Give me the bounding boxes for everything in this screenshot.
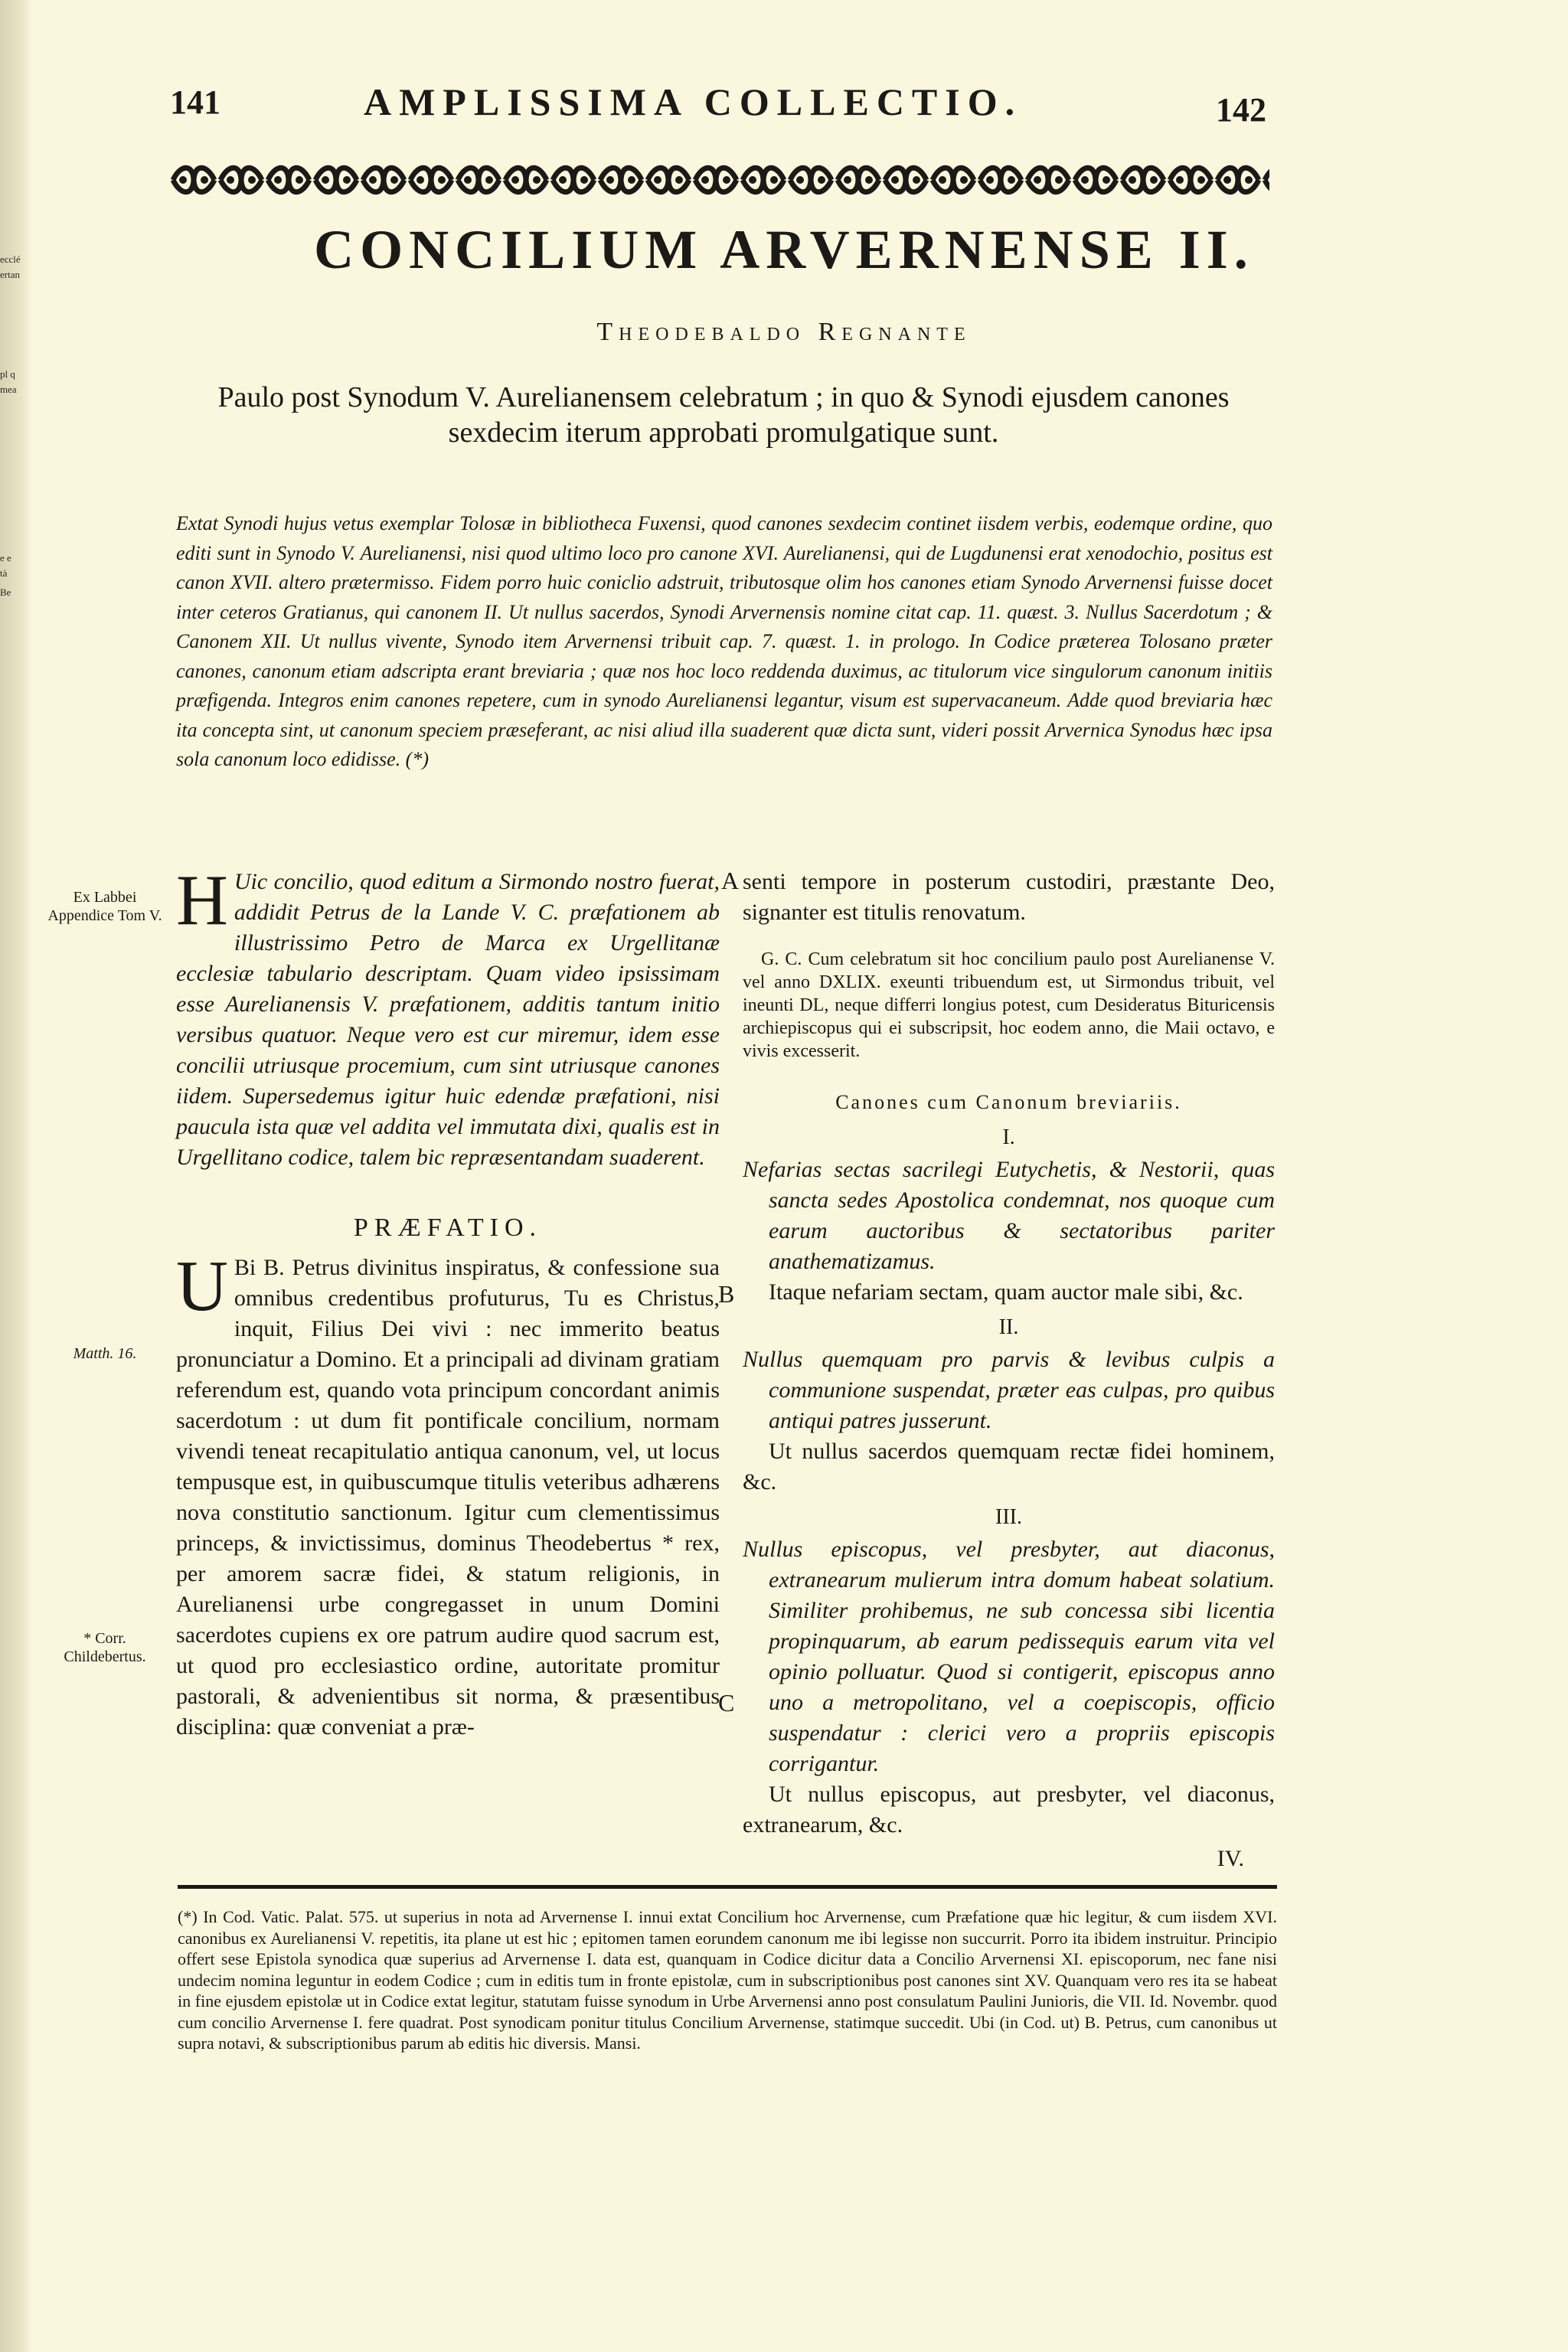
preface-text — [176, 1246, 720, 1743]
edge-fragment: mea — [0, 384, 17, 395]
left-column — [176, 861, 720, 1743]
canon-number: II. — [998, 1315, 1019, 1339]
margin-note-labbei: Ex Labbei Appendice Tom V. — [47, 889, 162, 924]
side-letter-c: C — [718, 1689, 735, 1717]
edge-fragment: ecclé — [0, 253, 21, 265]
side-letter-a: A — [721, 867, 740, 894]
edge-fragment: Be — [0, 586, 11, 598]
canon-number: IV. — [1217, 1846, 1244, 1871]
canon-text: Itaque nefariam sectam, quam auctor male sibi, &c. — [769, 1279, 1243, 1305]
edge-fragment: pl q — [0, 368, 15, 380]
canon-number: I. — [1002, 1125, 1015, 1149]
paragraph-text: Uic concilio, quod editum a Sirmondo nostro fuerat, addidit Petrus de la Lande V. C. præfationem ab illustrissimo Petro de Marca ex Urgellitanæ ecclesiæ tabulario descriptam. Quam video ipsissimam esse Aurelianensis V. præfationem, additis tantum initio versibus quatuor. Neque vero est cur miremur, idem esse concilii utriusque procemium, cum sint utriusque canones iidem. Supersedemus igitur huic edendæ præfationi, nisi paucula ista quæ vel addita vel immutata dixi, qualis est in Urgellitano codice, talem bic repræsentandam suaderent. — [176, 869, 720, 1170]
canon-breviary: Nullus episcopus, vel presbyter, aut diaconus, extranearum mulierum intra domum habeat solatium. Similiter prohibemus, ne sub concessa sibi licentia propinquarum, ab earum pedissequis earum vita vel opinio polluatur. Quod si contigerit, episcopus anno uno a metropolitano, vel a coepiscopis, officio suspendatur : clerici vero a propriis episcopis corrigantur. — [743, 1537, 1275, 1776]
preface-note — [176, 861, 720, 1173]
margin-note-matthew: Matth. 16. — [73, 1345, 137, 1362]
edge-fragment: e e — [0, 552, 11, 564]
side-letter-b: B — [718, 1280, 735, 1308]
footnote-rule — [178, 1885, 1277, 1889]
section-heading: PRÆFATIO. — [353, 1214, 543, 1242]
right-column — [743, 867, 1275, 1874]
canon-number: III. — [995, 1505, 1022, 1529]
page-number-right: 142 — [1216, 91, 1266, 129]
paragraph-text: senti tempore in posterum custodiri, præstante Deo, signanter est titulis renovatum. — [743, 869, 1275, 925]
paragraph-text: Bi B. Petrus divinitus inspiratus, & confessione sua omnibus credentibus profuturus, Tu es Christus, inquit, Filius Dei vivi : nec immerito beatus pronunciatur a Domino. Et a principali ad divinam gratiam referendum est, quando vota principum concordant animis sacerdotum : ut dum fit pontificale concilium, normam vivendi teneat recapitulatio antiqua canonum, vel, ut locus tempusque est, in quibuscumque titulis veteribus adhærens nova constitutio sanctionum. Igitur cum clementissimus princeps, & invictissimus, dominus Theodebertus * rex, per amorem sacræ fidei, & statum religionis, in Aurelianensi urbe congregasset in unum Domini sacerdotes cupiens ex ore patrum audire quod sacrum est, ut quod pro ecclesiastico ordine, autoritate promitur pastorali, & advenientibus sit norma, & præsentibus disciplina: quæ conveniat a præ- — [176, 1255, 720, 1740]
canon-breviary: Nefarias sectas sacrilegi Eutychetis, & Nestorii, quas sancta sedes Apostolica condemnat, nos quoque cum earum auctoribus & sectatoribus pariter anathematizamus. — [743, 1157, 1275, 1274]
footnote: (*) In Cod. Vatic. Palat. 575. ut superius in nota ad Arvernense I. innui extat Concilium hoc Arvernense, cum Præfatione quæ hic legitur, & cum iisdem XVI. canonibus ex Aurelianensi V. repetitis, ita plane ut est hic ; epitomen tamen eorundem canonum me ibi legisse non succurrit. Porro ita ibidem instruitur. Principio offert sese Epistola synodica quæ superius ad Arvernense I. data est, quanquam in Codice dicitur data a Concilio Arvernensi XI. episcoporum, nec fane nisi undecim nomina leguntur in eodem Codice ; cum in editis tum in fronte epistolæ, cum in subscriptionibus post canones sint XV. Quanquam vero res ita se habeat in fine ejusdem epistolæ ut in Codice extat legitur, statutam fuisse synodum in Urbe Arvernensi anno post consulatum Paulini Junioris, die VII. Id. Novembr. quod cum concilio Arvernense I. fere quadrat. Post synodicam ponitur titulus Concilium Arvernense, statimque succedit. Ubi (in Cod. ut) B. Petrus, cum canonibus ut supra notavi, & subscriptionibus parum ab editis hic diversis. Mansi. — [178, 1907, 1277, 2053]
editor-note: G. C. Cum celebratum sit hoc concilium paulo post Aurelianense V. vel anno DXLIX. exeunti tribuendum est, ut Sirmondus tribuit, vel ineunti DL, neque differri longius potest, cum Desideratus Bituricensis archiepiscopus qui ei subscripsit, hoc eodem anno, die Maii octavo, e vivis excesserit. — [743, 949, 1275, 1061]
margin-note-correction: * Corr. Childebertus. — [64, 1630, 146, 1665]
canon-text: Ut nullus sacerdos quemquam rectæ fidei hominem, &c. — [743, 1439, 1275, 1494]
page-number-left: 141 — [170, 83, 220, 121]
canons-heading: Canones cum Canonum breviariis. — [835, 1091, 1182, 1113]
canon-text: Ut nullus episcopus, aut presbyter, vel diaconus, extranearum, &c. — [743, 1782, 1275, 1838]
edge-fragment: ertan — [0, 269, 20, 280]
canon-breviary: Nullus quemquam pro parvis & levibus culpis a communione suspendat, præter eas culpas, pro quibus antiqui patres jusserunt. — [743, 1347, 1275, 1433]
edge-fragment: tà — [0, 567, 8, 579]
adjacent-page-edge — [0, 0, 32, 2352]
decorative-border — [170, 161, 1269, 199]
running-title: AMPLISSIMA COLLECTIO. — [364, 80, 1023, 123]
intro-paragraph: Extat Synodi hujus vetus exemplar Tolosæ in bibliotheca Fuxensi, quod canones sexdecim continet iisdem verbis, eodemque ordine, quo editi sunt in Synodo V. Aurelianensi, nisi quod ultimo loco pro canone XVI. Aurelianensi, qui de Lugdunensi erat xenodochio, positus est canon XVII. altero prætermisso. Fidem porro huic coniclio adstruit, tributosque olim hos canones etiam Synodo Arvernensi fuisse docet inter ceteros Gratianus, qui canonem II. Ut nullus sacerdos, Synodi Arvernensis nomine citat cap. 11. quæst. 3. Nullus Sacerdotum ; & Canonem XII. Ut nullus vivente, Synodo item Arvernensi tribuit cap. 7. quæst. 1. in prologo. In Codice præterea Tolosano præter canones, canonum etiam adscripta erant breviaria ; quæ nos hoc loco reddenda duximus, ac titulorum vice singulorum canonum initiis præfigenda. Integros enim canones repetere, cum in synodo Aurelianensi legantur, visum est supervacaneum. Adde quod breviaria hæc ita concepta sint, ut canonum speciem præseferant, ac nisi aliud illa suaderent quæ dicta sunt, videri possit Arvernica Synodus hæc ipsa sola canonum loco edidisse. (*) — [176, 512, 1272, 770]
document-subtitle: Theodebaldo Regnante — [596, 318, 972, 346]
document-description: Paulo post Synodum V. Aurelianensem celebratum ; in quo & Synodi ejusdem canones sexdecim iterum approbati promulgatique sunt. — [217, 381, 1230, 449]
document-title: CONCILIUM ARVERNENSE II. — [314, 219, 1254, 280]
drop-cap: H — [176, 861, 228, 940]
drop-cap: U — [176, 1246, 228, 1326]
